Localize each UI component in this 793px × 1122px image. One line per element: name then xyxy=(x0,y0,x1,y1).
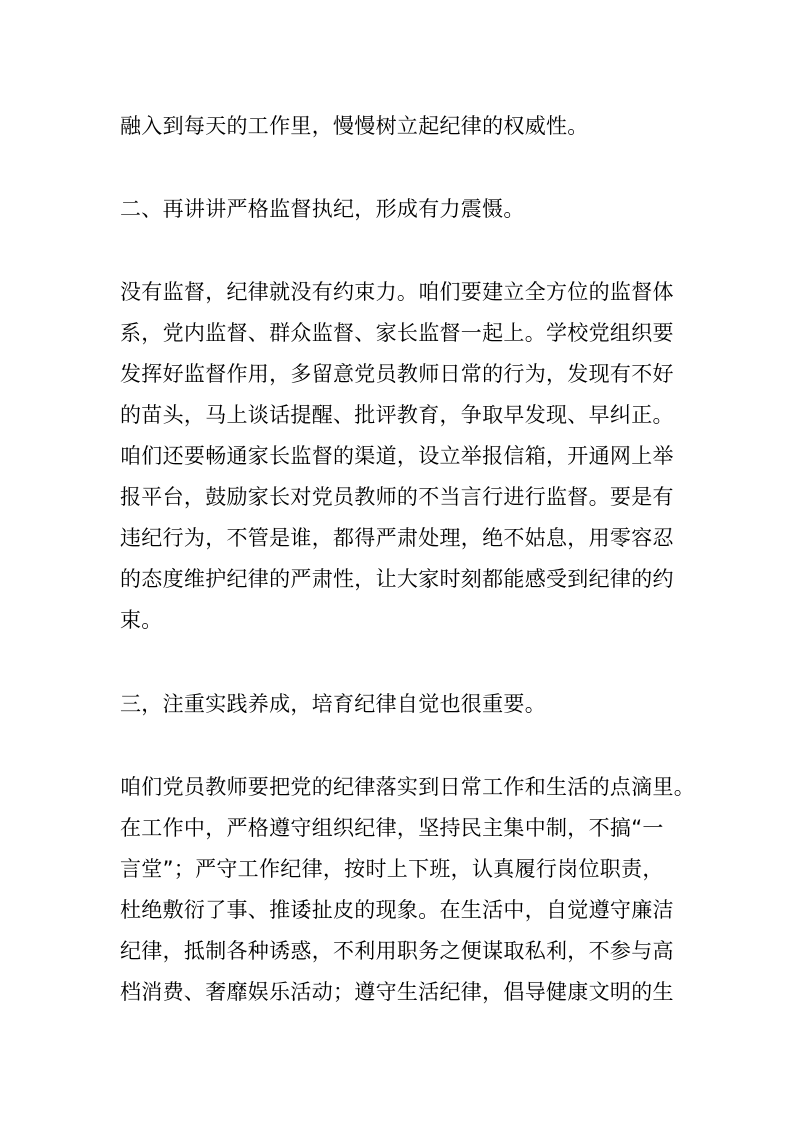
section-heading: 三，注重实践养成，培育纪律自觉也很重要。 xyxy=(120,692,546,716)
text-line: 违纪行为，不管是谁，都得严肃处理，绝不姑息，用零容忍 xyxy=(120,526,674,550)
section-heading: 二、再讲讲严格监督执纪，形成有力震慑。 xyxy=(120,197,525,221)
text-line: 报平台，鼓励家长对党员教师的不当言行进行监督。要是有 xyxy=(120,485,674,509)
text-line: 的苗头，马上谈话提醒、批评教育，争取早发现、早纠正。 xyxy=(120,403,674,427)
text-line: 融入到每天的工作里，慢慢树立起纪律的权威性。 xyxy=(120,114,589,138)
text-line: 杜绝敷衍了事、推诿扯皮的现象。在生活中，自觉遵守廉洁 xyxy=(120,898,674,922)
text-line: 纪律，抵制各种诱惑，不利用职务之便谋取私利，不参与高 xyxy=(120,939,674,963)
text-line: 咱们还要畅通家长监督的渠道，设立举报信箱，开通网上举 xyxy=(120,444,674,468)
text-line: 系，党内监督、群众监督、家长监督一起上。学校党组织要 xyxy=(120,321,674,345)
text-line: 发挥好监督作用，多留意党员教师日常的行为，发现有不好 xyxy=(120,362,674,386)
text-line: 咱们党员教师要把党的纪律落实到日常工作和生活的点滴里。 xyxy=(120,775,696,799)
text-line: 档消费、奢靡娱乐活动；遵守生活纪律，倡导健康文明的生 xyxy=(120,980,674,1004)
text-line: 的态度维护纪律的严肃性，让大家时刻都能感受到纪律的约 xyxy=(120,567,674,591)
text-line: 言堂”；严守工作纪律，按时上下班，认真履行岗位职责， xyxy=(120,857,664,881)
text-line: 束。 xyxy=(120,608,163,632)
text-line: 在工作中，严格遵守组织纪律，坚持民主集中制，不搞“一 xyxy=(120,816,664,840)
text-line: 没有监督，纪律就没有约束力。咱们要建立全方位的监督体 xyxy=(120,280,674,304)
